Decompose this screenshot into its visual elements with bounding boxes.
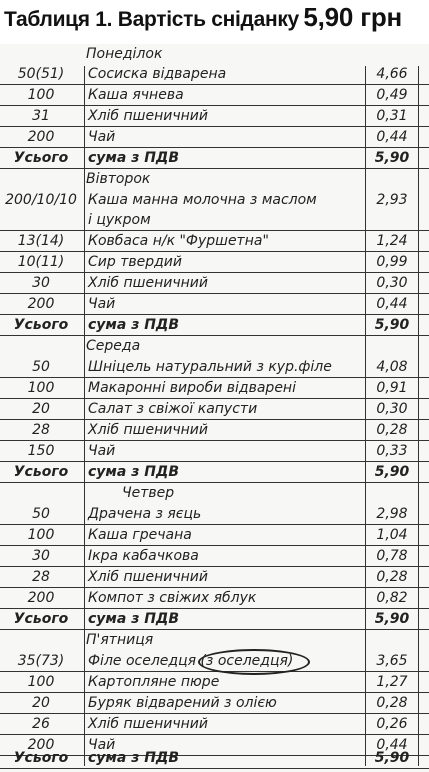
item-price: 4,66 [376, 66, 408, 82]
item-name: Каша гречана [88, 527, 192, 543]
item-qty: 200 [27, 737, 55, 753]
total-row [0, 148, 429, 169]
item-name: Буряк відварений з олією [88, 695, 277, 711]
item-qty: 20 [32, 401, 50, 417]
item-qty: 150 [27, 443, 55, 459]
table-row [0, 588, 429, 609]
day-header [0, 336, 429, 356]
total-row [0, 609, 429, 630]
item-price: 2,93 [376, 192, 408, 208]
day-header [0, 44, 429, 64]
item-price: 1,27 [376, 674, 408, 690]
item-name: Салат з свіжої капусти [88, 401, 258, 417]
table-row [0, 231, 429, 252]
day-header [0, 483, 429, 503]
item-qty: 50 [32, 506, 50, 522]
table-row [0, 273, 429, 294]
title-text: Таблиця 1. Вартість сніданку [4, 8, 299, 31]
table-row [0, 546, 429, 567]
item-name: Картопляне пюре [88, 674, 220, 690]
item-qty: 28 [32, 569, 50, 585]
table-row [0, 441, 429, 462]
item-price: 0,26 [376, 716, 408, 732]
item-name: Хліб пшеничний [88, 275, 208, 291]
item-qty: 50(51) [17, 66, 65, 82]
item-qty: 26 [32, 716, 50, 732]
table-row [0, 357, 429, 378]
total-price: 5,90 [374, 317, 410, 333]
item-name: Каша манна молочна з маслом [88, 192, 317, 208]
item-price: 0,31 [376, 108, 408, 124]
item-price: 1,24 [376, 233, 408, 249]
item-price: 1,04 [376, 527, 408, 543]
item-name: Чай [88, 296, 116, 312]
item-qty: 200 [27, 296, 55, 312]
day-header [0, 169, 429, 189]
total-label: Усього [13, 611, 69, 627]
item-price: 0,44 [376, 296, 408, 312]
menu-table [0, 44, 429, 772]
total-label: Усього [13, 750, 69, 766]
total-price: 5,90 [374, 464, 410, 480]
table-row [0, 106, 429, 127]
item-name: Сосиска відварена [88, 66, 227, 82]
table-row [0, 399, 429, 420]
item-name-continued: і цукром [88, 212, 151, 228]
item-price: 3,65 [376, 653, 408, 669]
item-qty: 20 [32, 695, 50, 711]
table-row [0, 127, 429, 148]
item-qty: 100 [27, 87, 55, 103]
item-price: 0,28 [376, 569, 408, 585]
table-row [0, 85, 429, 106]
item-price: 0,49 [376, 87, 408, 103]
item-price: 0,28 [376, 422, 408, 438]
item-price: 0,91 [376, 380, 408, 396]
item-qty: 30 [32, 548, 50, 564]
total-name: сума з ПДВ [88, 150, 180, 166]
item-price: 0,78 [376, 548, 408, 564]
total-label: Усього [13, 464, 69, 480]
item-qty: 28 [32, 422, 50, 438]
day-name: Середа [86, 338, 141, 354]
item-price: 4,08 [376, 359, 408, 375]
item-name: Чай [88, 443, 116, 459]
item-qty: 35(73) [17, 653, 65, 669]
table-row [0, 693, 429, 714]
item-qty: 10(11) [17, 254, 65, 270]
day-name: Вівторок [86, 171, 151, 187]
item-qty: 200 [27, 590, 55, 606]
page-title [4, 2, 429, 40]
total-label: Усього [13, 317, 69, 333]
item-name: Філе оселедця (з оселедця) [88, 653, 294, 669]
item-name: Чай [88, 737, 116, 753]
item-name: Чай [88, 129, 116, 145]
total-price: 5,90 [374, 750, 410, 766]
item-qty: 200/10/10 [5, 192, 77, 208]
table-row [0, 567, 429, 588]
total-row [0, 315, 429, 336]
item-qty: 30 [32, 275, 50, 291]
title-price: 5,90 грн [303, 2, 403, 32]
item-qty: 100 [27, 527, 55, 543]
table-row [0, 252, 429, 273]
item-price: 0,28 [376, 695, 408, 711]
item-name: Каша ячнева [88, 87, 184, 103]
item-price: 0,44 [376, 737, 408, 753]
table-row [0, 525, 429, 546]
total-name: сума з ПДВ [88, 750, 180, 766]
total-row [0, 462, 429, 483]
item-name: Ікра кабачкова [88, 548, 199, 564]
table-row [0, 294, 429, 315]
item-qty: 13(14) [17, 233, 65, 249]
item-price: 0,44 [376, 129, 408, 145]
item-name: Хліб пшеничний [88, 569, 208, 585]
item-qty: 100 [27, 380, 55, 396]
item-name: Хліб пшеничний [88, 108, 208, 124]
item-name: Шніцель натуральний з кур.філе [88, 359, 332, 375]
table-row [0, 504, 429, 525]
table-row [0, 190, 429, 210]
item-name: Макаронні вироби відварені [88, 380, 296, 396]
total-name: сума з ПДВ [88, 611, 180, 627]
day-header [0, 630, 429, 650]
item-qty: 100 [27, 674, 55, 690]
item-price: 0,99 [376, 254, 408, 270]
item-price: 0,82 [376, 590, 408, 606]
day-name: Четвер [122, 485, 175, 501]
item-qty: 200 [27, 129, 55, 145]
total-row [0, 748, 429, 769]
day-name: П'ятниця [86, 632, 154, 648]
item-price: 2,98 [376, 506, 408, 522]
item-name: Сир твердий [88, 254, 182, 270]
total-name: сума з ПДВ [88, 317, 180, 333]
table-row [0, 378, 429, 399]
item-name: Ковбаса н/к "Фуршетна" [88, 233, 269, 249]
table-row-continuation [0, 210, 429, 231]
total-label: Усього [13, 150, 69, 166]
item-qty: 50 [32, 359, 50, 375]
item-price: 0,30 [376, 401, 408, 417]
item-qty: 31 [32, 108, 50, 124]
item-name: Хліб пшеничний [88, 422, 208, 438]
day-name: Понеділок [86, 46, 163, 62]
item-price: 0,30 [376, 275, 408, 291]
item-name: Хліб пшеничний [88, 716, 208, 732]
table-row [0, 420, 429, 441]
total-price: 5,90 [374, 611, 410, 627]
total-name: сума з ПДВ [88, 464, 180, 480]
table-row [0, 714, 429, 735]
item-name: Компот з свіжих яблук [88, 590, 257, 606]
table-row [0, 64, 429, 85]
total-price: 5,90 [374, 150, 410, 166]
table-row [0, 672, 429, 693]
item-price: 0,33 [376, 443, 408, 459]
item-name: Драчена з яєць [88, 506, 202, 522]
